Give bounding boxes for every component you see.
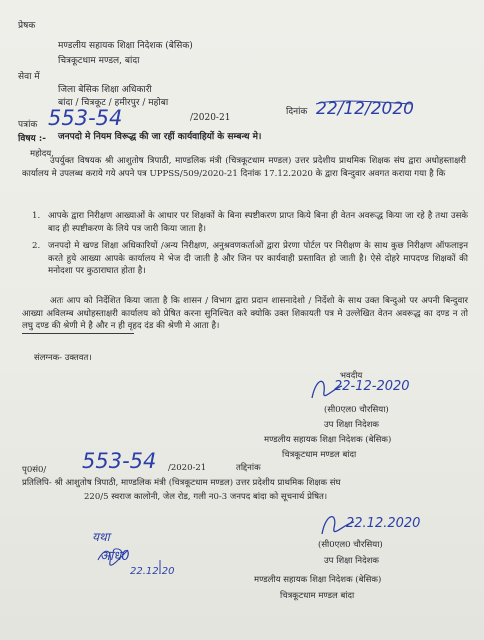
signatory-title: उप शिक्षा निदेशक: [324, 420, 379, 430]
subject-label: विषय :-: [18, 134, 46, 144]
signature-2-stroke: [322, 517, 354, 534]
signature-1-stroke: [312, 381, 342, 398]
closing: भवदीय: [340, 371, 363, 381]
sender-designation: मण्डलीय सहायक शिक्षा निदेशक (बेसिक): [58, 41, 193, 51]
signature-2: 22.12.2020: [346, 516, 421, 531]
point-1-number: 1.: [32, 211, 41, 221]
signatory-2-title: उप शिक्षा निदेशक: [324, 556, 379, 566]
sender-label: प्रेषक: [18, 21, 36, 31]
salutation: महोदय,: [30, 149, 54, 159]
endorsement-number: 553-54: [82, 449, 157, 473]
handwritten-note-3: 22.12.20: [130, 566, 175, 577]
note-initial-stroke: [98, 550, 128, 565]
subject-text: जनपदो मे नियम विरूद्ध की जा रहीं कार्यवाहियों के सम्बन्ध मे।: [58, 132, 262, 142]
body-directive-text: अतः आप को निर्देशित किया जाता है कि शासन / विभाग द्वारा प्रदान शासनादेशो / निर्देशो के साथ उक्त बिन्दुओ पर अपनी बिन्दुवार आख्या अविलम्ब अधोहस्ताक्षरी कार्यालय को प्रेषित करना सुनिश्चित करे क्योकि उक्त शिकायती पत्र मे उल्लेखित वेतन अवरूद्ध का दण्ड न तो लघु दण्ड की श्रेणी मे है और न ही वृहद दंड की श्रेणी मे आता है।: [22, 296, 468, 332]
sender-office: चित्रकूटधाम मण्डल, बांदा: [58, 56, 140, 66]
copy-text: प्रतिलिपि- श्री आशुतोष त्रिपाठी, माण्डलिक मंत्री (चित्रकूटधाम मण्डल) उत्तर प्रदेशीय प्राथमिक शिक्षक संघ: [22, 478, 341, 488]
endorsement-suffix: /2020-21: [168, 463, 207, 473]
point-2-number: 2.: [32, 241, 41, 251]
letter-ref-number: 553-54: [48, 106, 123, 130]
letter-date: 22/12/2020: [316, 99, 414, 119]
signatory-name: (सी0एल0 चौरसिया): [324, 405, 389, 415]
letter-ref-label: पत्रांक: [18, 120, 38, 130]
letter-date-label: दिनांक: [286, 107, 308, 117]
point-1-text: आपके द्वारा निरीक्षण आख्याओं के आधार पर शिक्षकों के बिना स्पष्टीकरण प्राप्त किये बिना ही वेतन अवरूद्ध किया जा रहे है तथा उसके बाद ही स्पष्टीकरण के लिये पत्र जारी किया जाता है।: [48, 211, 468, 234]
endorsement-date-label: तद्दिनांक: [236, 463, 261, 473]
handwritten-note-2: अधि0: [100, 549, 130, 564]
copy-address: 220/5 स्वराज कालोनी, जेल रोड, गली न0-3 जनपद बांदा को सूचनार्थ प्रेषित।: [84, 492, 328, 502]
point-2-text: जनपदो मे खण्ड शिक्षा अधिकारियों /अन्य निरीक्षण, अनुश्रवणकर्ताओं द्वारा प्रेरणा पोर्टल पर निरीक्षण के साथ कुछ निरीक्षण ऑफलाइन करते हुये आख्या आपके कार्यालय मे भेज दी जाती है और जिन पर कार्यवाही प्रस्तावित हो जाती है। ऐसे दोहरे मापदण्ड शिक्षकों की मनोदशा पर कुठाराघात होता है।: [48, 241, 468, 277]
signatory-2-designation: मण्डलीय सहायक शिक्षा निदेशक (बेसिक): [254, 575, 382, 585]
recipient-designation: जिला बेसिक शिक्षा अधिकारी: [58, 85, 152, 95]
recipient-districts: बांदा / चित्रकूट / हमीरपुर / महोबा: [58, 98, 169, 108]
date-underline-stroke: [316, 101, 412, 104]
letter-ref-suffix: /2020-21: [190, 113, 231, 123]
signatory-2-office: चित्रकूटधाम मण्डल बांदा: [280, 591, 355, 601]
recipient-label: सेवा में: [18, 72, 40, 82]
signature-1: 22-12-2020: [334, 379, 410, 394]
body-intro-text: उपर्युक्त विषयक श्री आशुतोष त्रिपाठी, माण्डलिक मंत्री (चित्रकूटधाम मण्डल) उत्तर प्रदेशीय प्राथमिक शिक्षक संघ द्वारा अधोहस्ताक्षरी कार्यालय मे उपलब्ध कराये गये अपने पत्र UPPSS/509/2020-21 दिनांक 17.12.2020 के द्वारा बिन्दुवार अवगत कराया गया है कि: [22, 156, 466, 179]
handwritten-note-1: यथा: [92, 530, 110, 544]
enclosure-note: संलग्नक- उक्तवत।: [34, 353, 92, 363]
endorsement-label: पृ0सं0/: [22, 465, 47, 475]
signatory-2-name: (सी0एल0 चौरसिया): [318, 540, 383, 550]
signatory-office: चित्रकूटधाम मण्डल बांदा: [282, 450, 357, 460]
signatory-designation: मण्डलीय सहायक शिक्षा निदेशक (बेसिक): [264, 435, 392, 445]
